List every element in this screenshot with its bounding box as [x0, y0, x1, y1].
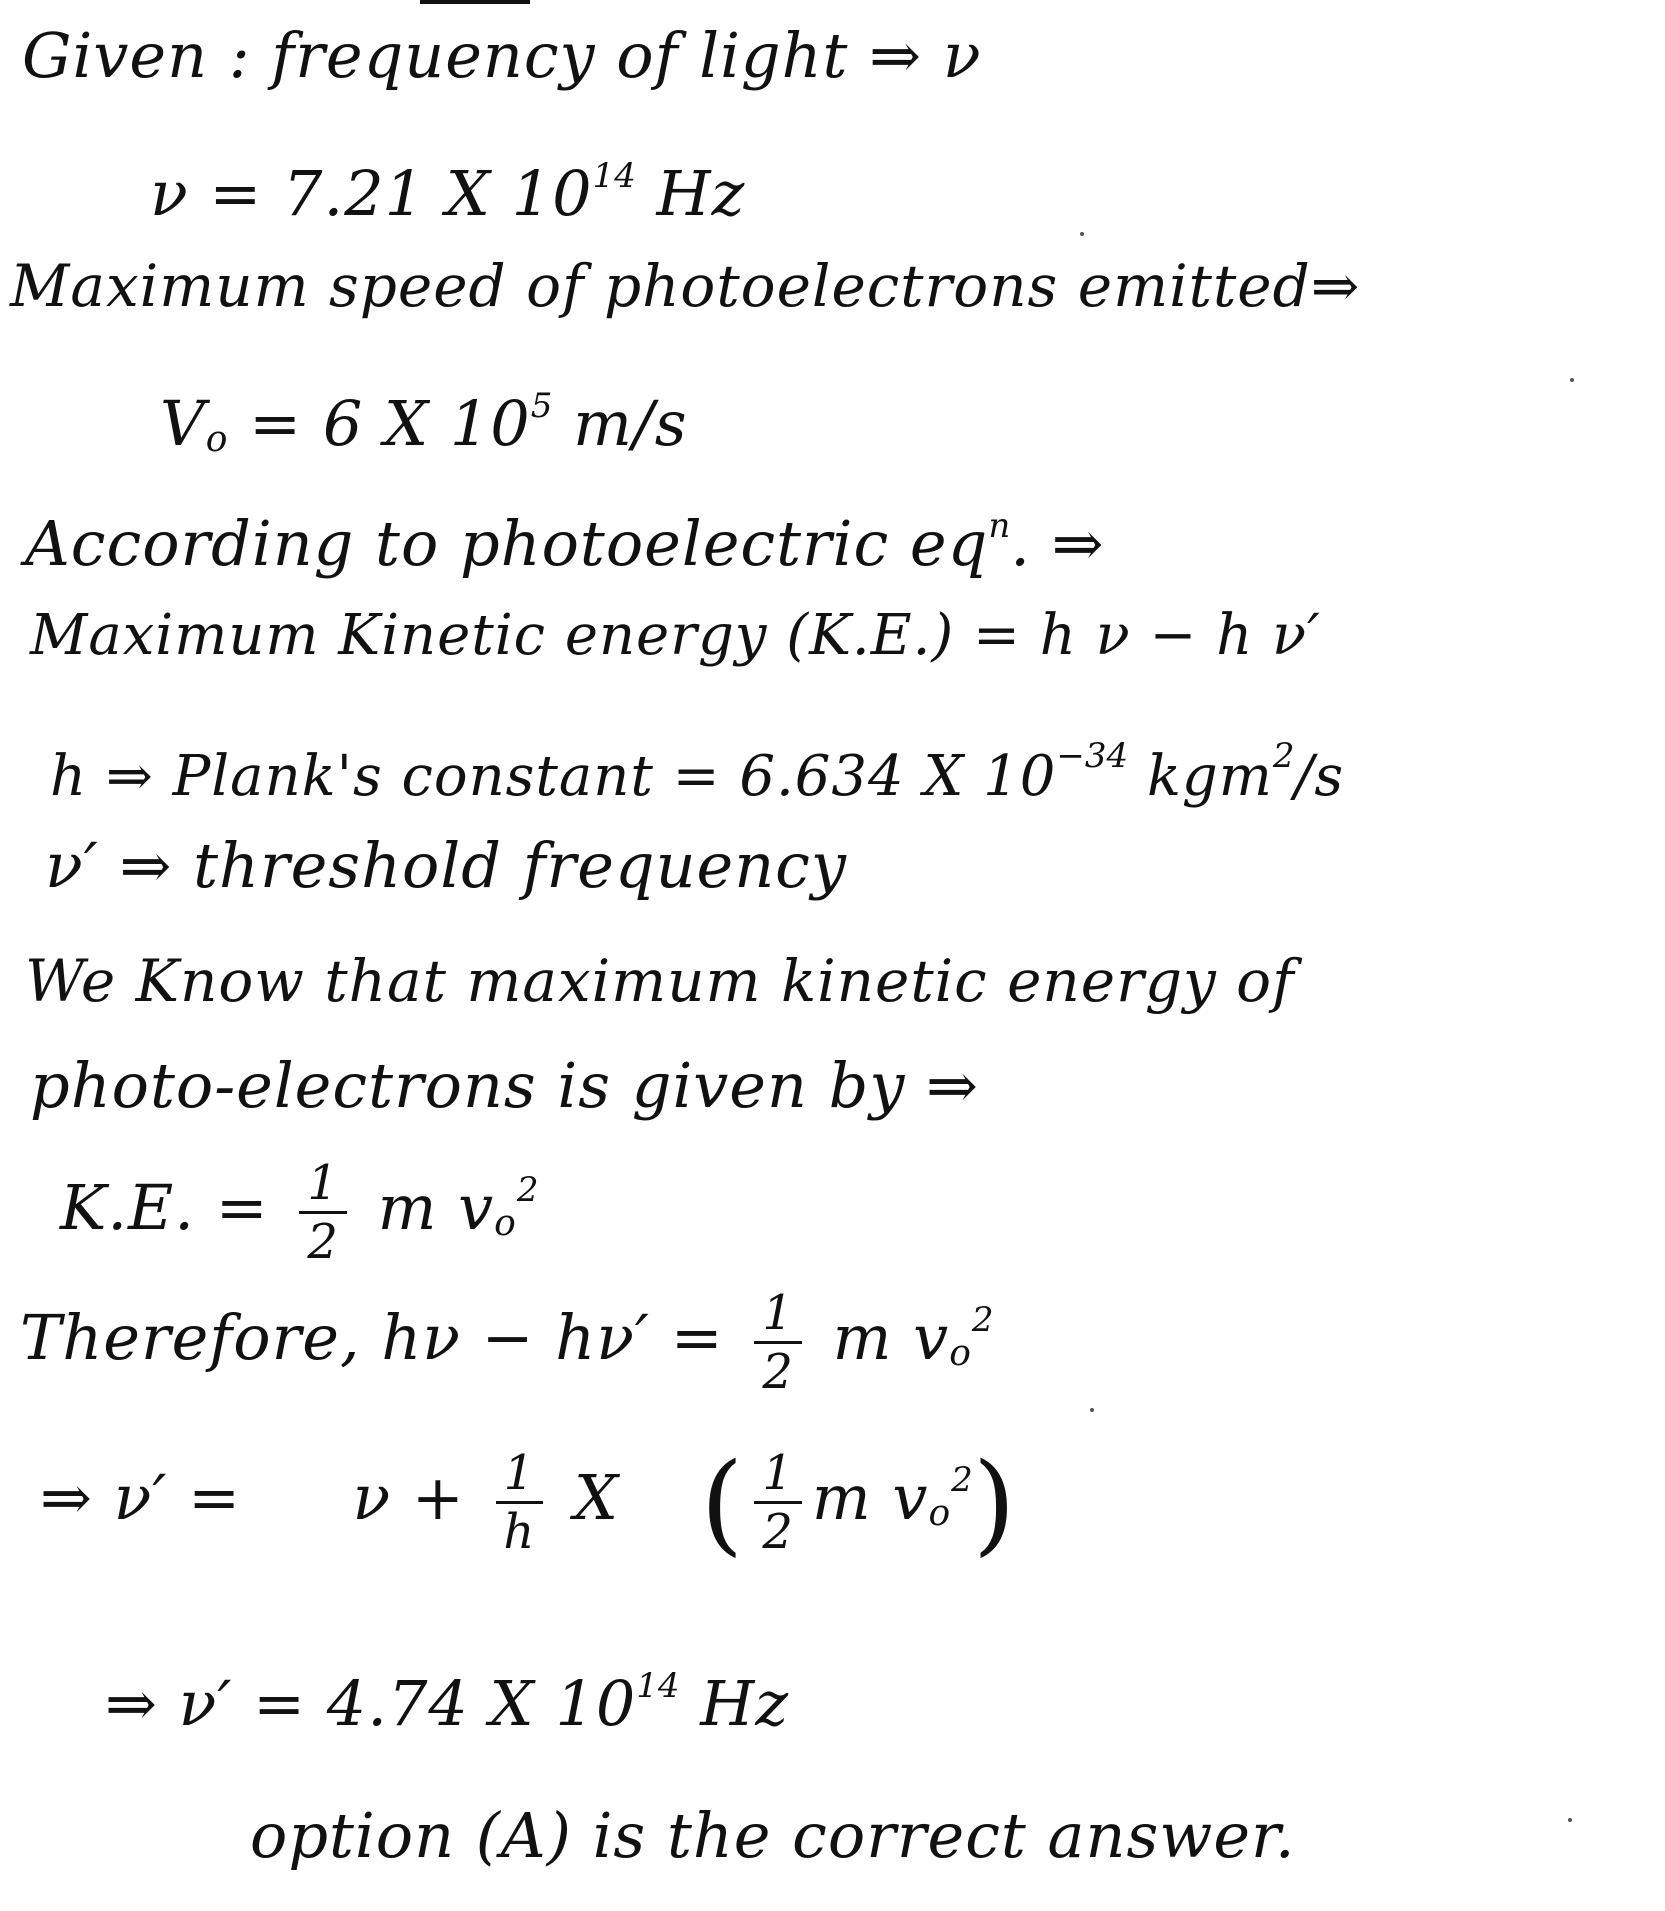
according-text: According to photoelectric eq — [25, 507, 989, 580]
top-edge-mark — [420, 0, 530, 4]
threshold-frequency-line — [45, 830, 847, 902]
scan-speck — [1090, 1408, 1094, 1412]
according-end: . ⇒ — [1010, 507, 1105, 580]
planck-constant-line — [50, 720, 1344, 813]
scan-speck — [1080, 232, 1084, 236]
max-speed-label: Maximum speed of photoelectrons emitted⇒ — [10, 252, 1361, 320]
result-line — [105, 1650, 789, 1740]
v0-symbol: V — [160, 387, 206, 460]
v0-unit: m/s — [552, 387, 688, 460]
according-line — [25, 490, 1105, 580]
therefore-rhs: m v — [832, 1301, 950, 1374]
given-line — [22, 20, 982, 92]
implies-inner-exponent: 2 — [951, 1460, 973, 1500]
according-superscript: n — [988, 506, 1011, 546]
ke-rhs-exponent: 2 — [516, 1170, 539, 1210]
right-parenthesis: ) — [972, 1438, 1017, 1567]
half-denominator: 2 — [307, 1214, 339, 1271]
given-text: Given : frequency of light ⇒ ν — [22, 19, 982, 92]
planck-unit-exponent: 2 — [1272, 736, 1295, 776]
ke-equation-line — [60, 1135, 539, 1279]
v0-exponent: 5 — [530, 386, 553, 426]
therefore-half-fraction — [754, 1285, 802, 1401]
half-fraction — [299, 1155, 347, 1271]
implies-inner-subscript: o — [928, 1493, 952, 1534]
threshold-frequency: ν′ ⇒ threshold frequency — [45, 829, 847, 902]
scan-speck — [1568, 1818, 1572, 1822]
inner-half-numerator: 1 — [754, 1449, 802, 1504]
inner-half-fraction — [754, 1445, 802, 1561]
planck-constant: h ⇒ Plank's constant = 6.634 X 10 — [50, 744, 1057, 809]
result-exponent: 14 — [636, 1666, 680, 1706]
therefore-rhs-exponent: 2 — [971, 1300, 994, 1340]
planck-exponent: −34 — [1056, 736, 1129, 776]
result-unit: Hz — [679, 1667, 790, 1740]
frequency-unit: Hz — [635, 157, 746, 230]
we-know-text-1: We Know that maximum kinetic energy of — [25, 947, 1295, 1015]
answer-text: option (A) is the correct answer. — [250, 1799, 1296, 1872]
therefore-rhs-subscript: o — [949, 1333, 972, 1374]
inner-half-denominator: 2 — [762, 1504, 794, 1561]
planck-unit: kgm — [1128, 744, 1273, 809]
therefore-half-denominator: 2 — [762, 1344, 794, 1401]
initial-speed-line — [160, 370, 688, 476]
frequency-value-line — [150, 140, 745, 230]
max-ke-formula: Maximum Kinetic energy (K.E.) = h ν − h ν′ — [30, 603, 1321, 668]
inverse-h-fraction — [496, 1445, 544, 1561]
planck-unit-end: /s — [1294, 744, 1345, 809]
therefore-line — [20, 1265, 994, 1409]
we-know-line-1 — [25, 945, 1295, 1017]
answer-line — [250, 1800, 1296, 1872]
frequency-value: ν = 7.21 X 10 — [150, 157, 593, 230]
implies-mid: ν + — [352, 1461, 465, 1534]
result-value: ⇒ ν′ = 4.74 X 10 — [105, 1667, 637, 1740]
half-numerator: 1 — [299, 1159, 347, 1214]
left-parenthesis: ( — [700, 1438, 745, 1567]
max-ke-formula-line — [30, 600, 1321, 672]
ke-rhs-subscript: o — [494, 1203, 517, 1244]
scan-speck — [1570, 378, 1574, 382]
implies-inner: m v — [811, 1461, 929, 1534]
inverse-h-numerator: 1 — [496, 1449, 544, 1504]
implies-lhs: ⇒ ν′ = — [40, 1461, 242, 1534]
therefore-lhs: Therefore, hν − hν′ = — [20, 1301, 724, 1374]
max-speed-label-line — [10, 250, 1360, 322]
therefore-half-numerator: 1 — [754, 1289, 802, 1344]
ke-rhs: m v — [377, 1171, 495, 1244]
threshold-derivation-line — [40, 1420, 1017, 1574]
we-know-text-2: photo-electrons is given by ⇒ — [30, 1049, 980, 1122]
we-know-line-2 — [30, 1050, 979, 1122]
v0-value: = 6 X 10 — [228, 387, 531, 460]
frequency-exponent: 14 — [592, 156, 636, 196]
ke-lhs: K.E. = — [60, 1171, 269, 1244]
inverse-h-denominator: h — [503, 1504, 536, 1561]
v0-subscript: o — [205, 419, 229, 460]
implies-times: X — [573, 1461, 620, 1534]
